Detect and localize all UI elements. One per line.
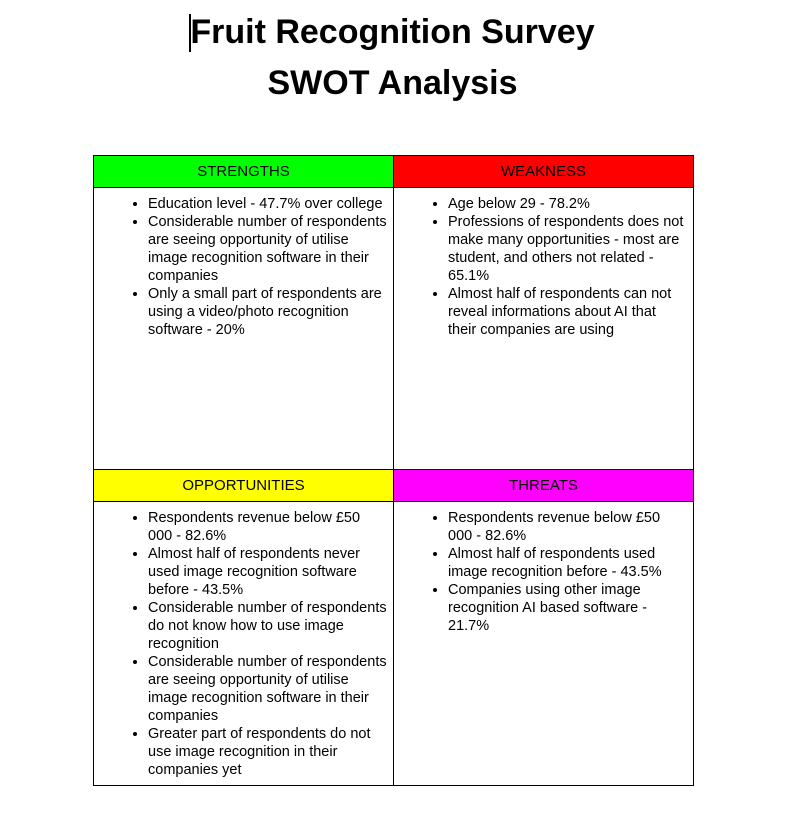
- opportunities-list: [94, 502, 393, 785]
- document-subtitle: SWOT Analysis: [267, 64, 518, 102]
- weakness-cell: [394, 188, 694, 470]
- strengths-header: STRENGTHS: [94, 156, 394, 188]
- document-title: Fruit Recognition Survey: [190, 13, 595, 51]
- list-item: • Almost half of respondents used image recognition before - 43.5%: [448, 545, 687, 581]
- list-item: • Greater part of respondents do not use image recognition in their companies yet: [148, 725, 387, 779]
- swot-table: [93, 155, 694, 786]
- list-item: • Age below 29 - 78.2%: [448, 195, 687, 213]
- opportunities-header: OPPORTUNITIES: [94, 470, 394, 502]
- list-item: • Considerable number of respondents do not know how to use image recognition: [148, 599, 387, 653]
- strengths-list: [94, 188, 393, 345]
- list-item: • Almost half of respondents can not reveal informations about AI that their companies are using: [448, 285, 687, 339]
- list-item: • Considerable number of respondents are seeing opportunity of utilise image recognition software in their companies: [148, 213, 387, 285]
- weakness-header: WEAKNESS: [394, 156, 694, 188]
- list-item: • Only a small part of respondents are using a video/photo recognition software - 20%: [148, 285, 387, 339]
- threats-list: [394, 502, 693, 641]
- list-item: • Education level - 47.7% over college: [148, 195, 387, 213]
- list-item: • Considerable number of respondents are seeing opportunity of utilise image recognition software in their companies: [148, 653, 387, 725]
- list-item: • Respondents revenue below £50 000 - 82.6%: [448, 509, 687, 545]
- strengths-cell: [94, 188, 394, 470]
- threats-cell: [394, 502, 694, 786]
- threats-header: THREATS: [394, 470, 694, 502]
- list-item: • Respondents revenue below £50 000 - 82.6%: [148, 509, 387, 545]
- weakness-list: [394, 188, 693, 345]
- list-item: • Professions of respondents does not make many opportunities - most are student, and others not related - 65.1%: [448, 213, 687, 285]
- list-item: • Almost half of respondents never used image recognition software before - 43.5%: [148, 545, 387, 599]
- opportunities-cell: [94, 502, 394, 786]
- list-item: • Companies using other image recognition AI based software - 21.7%: [448, 581, 687, 635]
